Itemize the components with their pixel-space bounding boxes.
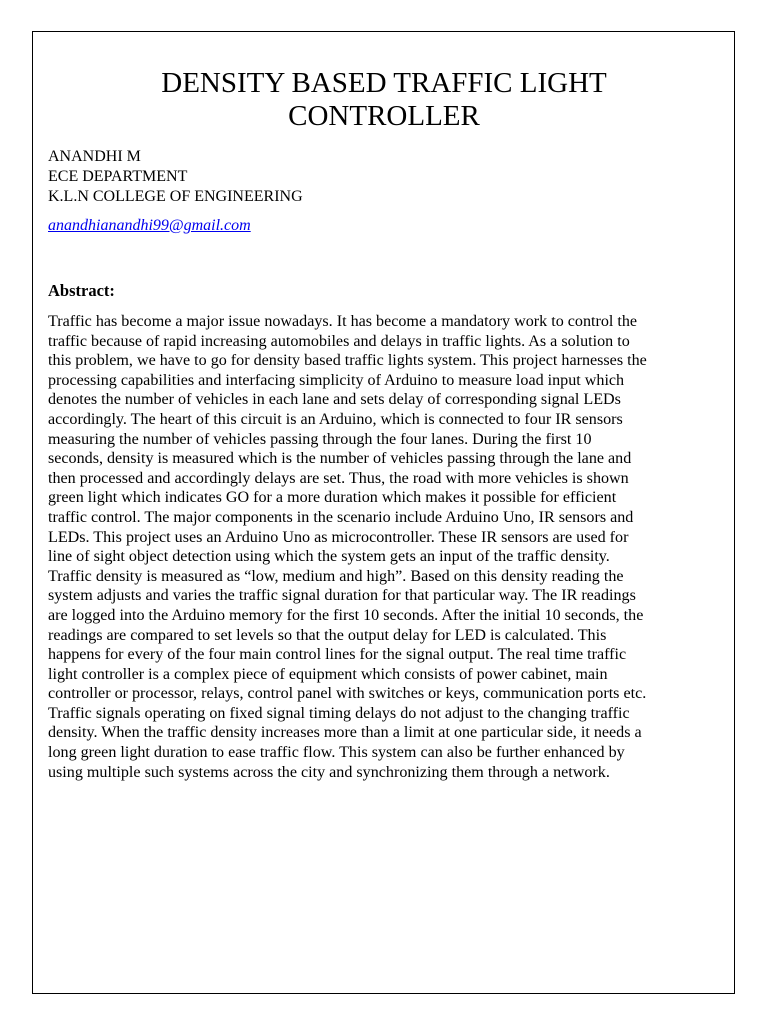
- abstract-line: traffic because of rapid increasing automobiles and delays in traffic lights. As a solution to: [48, 332, 630, 350]
- author-info: [48, 147, 303, 207]
- abstract-line: traffic control. The major components in the scenario include Arduino Uno, IR sensors and: [48, 508, 634, 526]
- abstract-line: Traffic signals operating on fixed signal timing delays do not adjust to the changing traffic: [48, 704, 630, 722]
- abstract-line: this problem, we have to go for density based traffic lights system. This project harnesses the: [48, 352, 647, 370]
- abstract-line: Traffic density is measured as “low, medium and high”. Based on this density reading the: [48, 567, 624, 585]
- title-line: CONTROLLER: [288, 100, 480, 132]
- abstract-line: Traffic has become a major issue nowadays. It has become a mandatory work to control the: [48, 313, 638, 330]
- abstract-line: seconds, density is measured which is the number of vehicles passing through the lane and: [48, 450, 632, 468]
- title-line: DENSITY BASED TRAFFIC LIGHT: [161, 67, 607, 99]
- abstract-line: processing capabilities and interfacing simplicity of Arduino to measure load input which: [48, 371, 625, 389]
- abstract-line: accordingly. The heart of this circuit is an Arduino, which is connected to four IR sensors: [48, 410, 623, 428]
- abstract-line: then processed and accordingly delays are set. Thus, the road with more vehicles is shown: [48, 469, 629, 487]
- abstract-heading: Abstract:: [48, 281, 115, 300]
- abstract-line: light controller is a complex piece of equipment which consists of power cabinet, main: [48, 665, 608, 683]
- abstract-line: using multiple such systems across the city and synchronizing them through a network.: [48, 763, 610, 781]
- abstract-line: happens for every of the four main control lines for the signal output. The real time traffic: [48, 646, 627, 664]
- abstract-line: long green light duration to ease traffic flow. This system can also be further enhanced by: [48, 744, 625, 762]
- abstract-line: LEDs. This project uses an Arduino Uno as microcontroller. These IR sensors are used for: [48, 528, 629, 546]
- abstract-line: green light which indicates GO for a more duration which makes it possible for efficient: [48, 489, 617, 507]
- abstract-line: line of sight object detection using which the system gets an input of the traffic density.: [48, 548, 610, 566]
- abstract-line: are logged into the Arduino memory for the first 10 seconds. After the initial 10 seconds, the: [48, 606, 644, 624]
- paper-title: [60, 67, 708, 133]
- abstract-line: measuring the number of vehicles passing through the four lanes. During the first 10: [48, 430, 592, 448]
- author-department: ECE DEPARTMENT: [48, 168, 188, 185]
- author-name: ANANDHI M: [48, 148, 141, 165]
- abstract-line: controller or processor, relays, control panel with switches or keys, communication ports etc.: [48, 685, 647, 703]
- author-email-link[interactable]: anandhianandhi99@gmail.com: [48, 217, 251, 234]
- author-college: K.L.N COLLEGE OF ENGINEERING: [48, 188, 303, 205]
- abstract-line: readings are compared to set levels so that the output delay for LED is calculated. This: [48, 626, 607, 644]
- abstract-line: system adjusts and varies the traffic signal duration for that particular way. The IR readings: [48, 587, 636, 605]
- abstract-line: denotes the number of vehicles in each lane and sets delay of corresponding signal LEDs: [48, 391, 621, 409]
- abstract-line: density. When the traffic density increases more than a limit at one particular side, it needs a: [48, 724, 642, 742]
- abstract-text: [48, 312, 728, 782]
